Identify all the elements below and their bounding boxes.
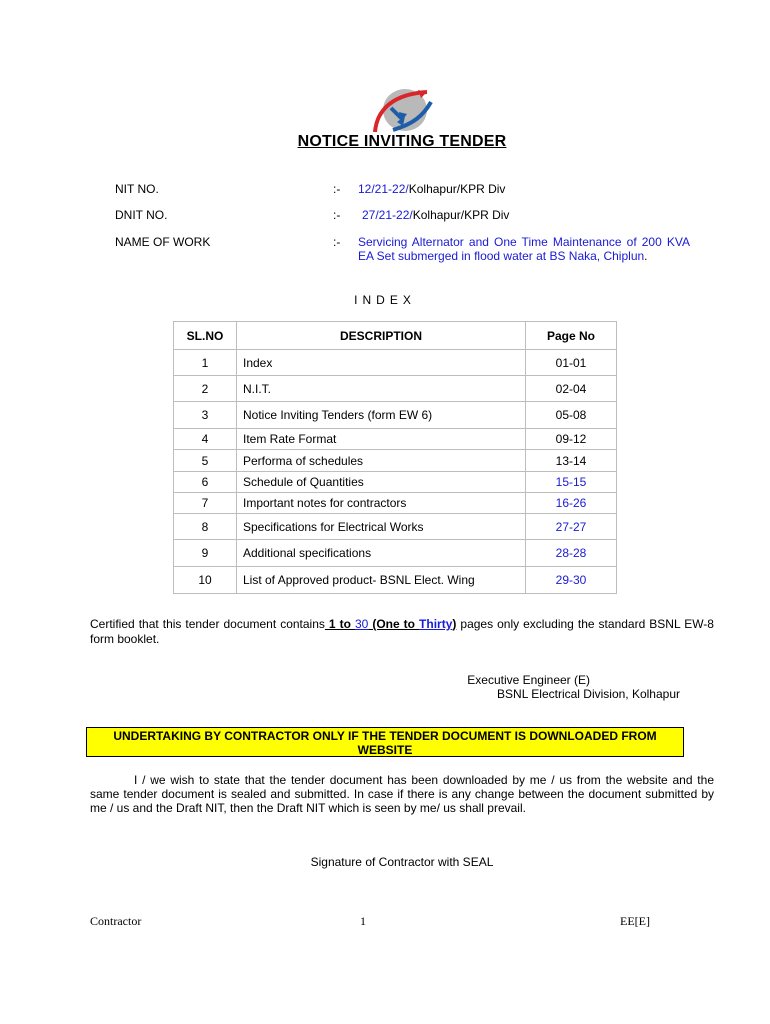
- page-title: NOTICE INVITING TENDER: [297, 133, 507, 150]
- col-pageno-header: Page No: [526, 322, 617, 350]
- table-row: [174, 450, 617, 472]
- row-sl: 6: [174, 472, 237, 493]
- dnit-value-rest: Kolhapur/KPR Div: [412, 208, 510, 222]
- work-value-end: .: [644, 249, 648, 263]
- nit-value: [358, 182, 505, 196]
- banner-line-1: UNDERTAKING BY CONTRACTOR ONLY IF THE TENDER DOCUMENT IS DOWNLOADED FROM: [113, 729, 657, 743]
- row-desc: N.I.T.: [237, 376, 526, 402]
- nit-value-link: 12/21-22/: [358, 182, 409, 196]
- cert-after: pages only excluding the standard BSNL EW-8 form booklet.: [90, 617, 714, 646]
- undertaking-body: I / we wish to state that the tender document has been downloaded by me / us from the website and the same tender document is sealed and submitted. In case if there is any change between the document submitted by me / us and the Draft NIT, then the Draft NIT which is seen by me/ us shall prevail.: [90, 773, 714, 815]
- col-slno-header: SL.NO: [174, 322, 237, 350]
- work-value: [358, 235, 690, 263]
- signatory-office: BSNL Electrical Division, Kolhapur: [497, 687, 680, 701]
- nit-separator: :-: [333, 182, 341, 196]
- row-desc: Notice Inviting Tenders (form EW 6): [237, 402, 526, 429]
- row-sl: 8: [174, 514, 237, 540]
- index-table: [173, 321, 617, 594]
- signature-caption: Signature of Contractor with SEAL: [310, 855, 494, 869]
- row-page: 09-12: [526, 429, 617, 450]
- table-row: [174, 472, 617, 493]
- table-row: [174, 402, 617, 429]
- table-row: [174, 514, 617, 540]
- row-desc: Specifications for Electrical Works: [237, 514, 526, 540]
- row-sl: 4: [174, 429, 237, 450]
- row-desc: Important notes for contractors: [237, 493, 526, 514]
- row-sl: 7: [174, 493, 237, 514]
- banner-line-2: WEBSITE: [357, 743, 413, 757]
- work-separator: :-: [333, 235, 341, 249]
- footer-left: Contractor: [90, 914, 142, 928]
- dnit-value-link: 27/21-22/: [362, 208, 413, 222]
- table-row: [174, 540, 617, 567]
- dnit-value: [362, 208, 509, 222]
- cert-words-end: Thirty: [419, 617, 453, 631]
- row-page: 29-30: [526, 567, 617, 594]
- row-page: 15-15: [526, 472, 617, 493]
- footer-right: EE[E]: [620, 914, 650, 928]
- row-page: 13-14: [526, 450, 617, 472]
- undertaking-banner: [86, 727, 684, 757]
- col-description-header: DESCRIPTION: [237, 322, 526, 350]
- row-sl: 1: [174, 350, 237, 376]
- row-sl: 10: [174, 567, 237, 594]
- cert-paren-open: (One to: [368, 617, 420, 631]
- table-row: [174, 429, 617, 450]
- signatory-title: Executive Engineer (E): [467, 673, 590, 687]
- work-value-text: Servicing Alternator and One Time Maintenance of 200 KVA EA Set submerged in flood water at BS Naka, Chiplun: [358, 235, 690, 263]
- cert-range-end: 30: [354, 617, 369, 631]
- row-page: 16-26: [526, 493, 617, 514]
- cert-before: Certified that this tender document contains: [90, 617, 325, 631]
- row-desc: Item Rate Format: [237, 429, 526, 450]
- cert-range-start: 1 to: [324, 617, 355, 631]
- row-desc: Additional specifications: [237, 540, 526, 567]
- bsnl-logo-icon: [369, 86, 435, 136]
- index-heading: INDEX: [354, 293, 416, 307]
- dnit-label: DNIT NO.: [115, 208, 168, 222]
- nit-label: NIT NO.: [115, 182, 159, 196]
- cert-paren-close: ): [452, 617, 457, 631]
- row-page: 02-04: [526, 376, 617, 402]
- row-desc: Index: [237, 350, 526, 376]
- table-row: [174, 567, 617, 594]
- index-header-row: [174, 322, 617, 350]
- footer-page-number: 1: [360, 914, 366, 928]
- row-sl: 3: [174, 402, 237, 429]
- table-row: [174, 350, 617, 376]
- nit-value-rest: Kolhapur/KPR Div: [408, 182, 506, 196]
- dnit-separator: :-: [333, 208, 341, 222]
- table-row: [174, 493, 617, 514]
- row-sl: 9: [174, 540, 237, 567]
- row-desc: Schedule of Quantities: [237, 472, 526, 493]
- row-sl: 2: [174, 376, 237, 402]
- row-desc: Performa of schedules: [237, 450, 526, 472]
- certificate-text: [90, 617, 714, 647]
- table-row: [174, 376, 617, 402]
- row-page: 01-01: [526, 350, 617, 376]
- row-page: 28-28: [526, 540, 617, 567]
- row-page: 27-27: [526, 514, 617, 540]
- undertaking-text: [90, 773, 714, 815]
- row-sl: 5: [174, 450, 237, 472]
- row-desc: List of Approved product- BSNL Elect. Wing: [237, 567, 526, 594]
- row-page: 05-08: [526, 402, 617, 429]
- work-label: NAME OF WORK: [115, 235, 211, 249]
